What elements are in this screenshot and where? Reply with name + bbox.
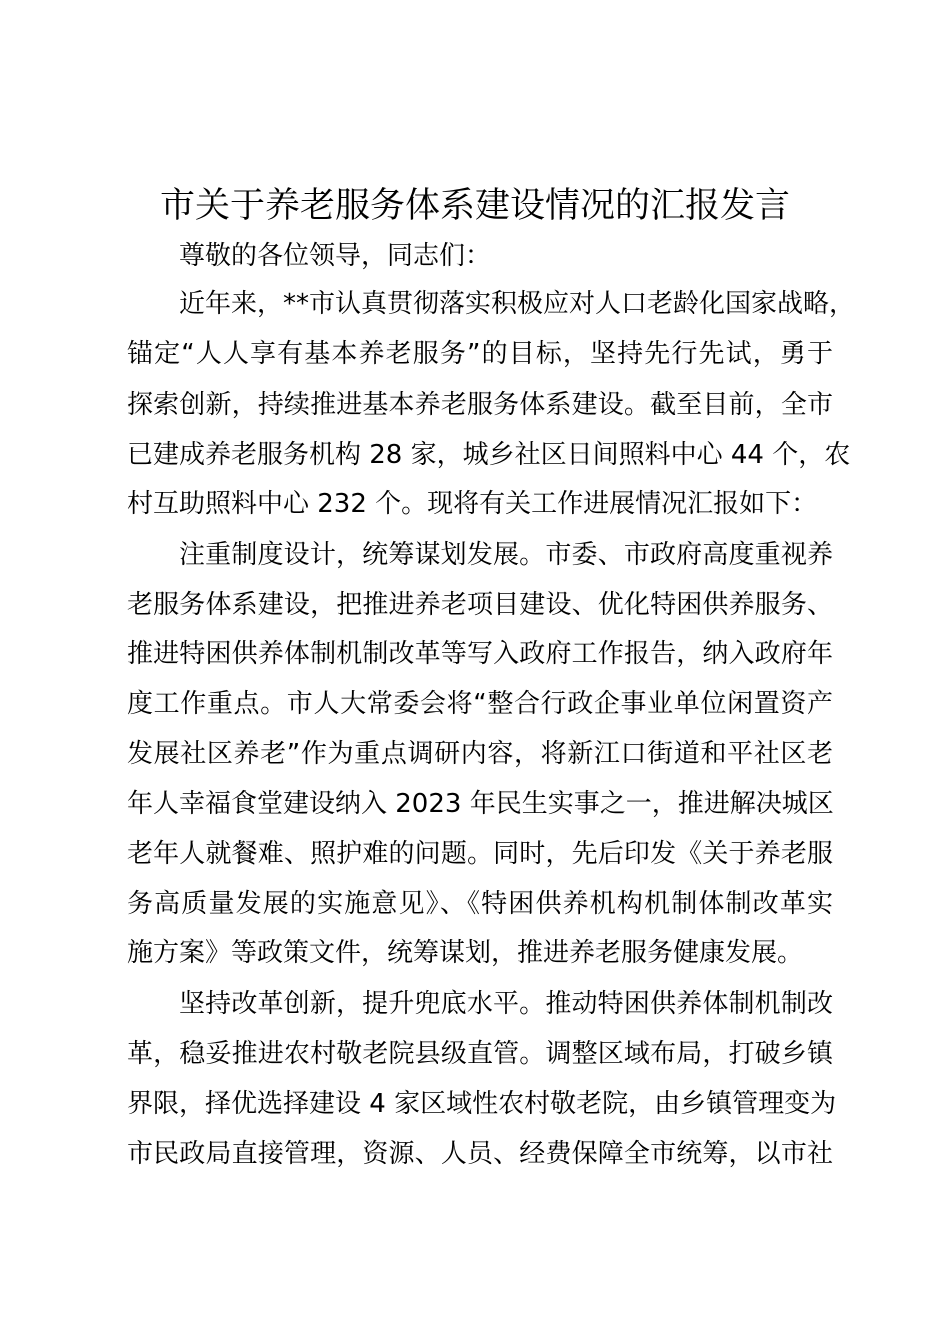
document-title: 市关于养老服务体系建设情况的汇报发言 xyxy=(159,186,790,226)
body-line: 注重制度设计，统筹谋划发展。市委、市政府高度重视养 xyxy=(179,540,833,570)
body-line: 已建成养老服务机构 28 家，城乡社区日间照料中心 44 个，农 xyxy=(127,440,851,470)
body-line: 坚持改革创新，提升兜底水平。推动特困供养体制机制改 xyxy=(179,989,833,1019)
body-line: 市民政局直接管理，资源、人员、经费保障全市统筹，以市社 xyxy=(127,1139,833,1169)
body-line: 推进特困供养体制机制改革等写入政府工作报告，纳入政府年 xyxy=(127,639,833,669)
body-line: 发展社区养老”作为重点调研内容，将新江口街道和平社区老 xyxy=(127,739,833,769)
body-line: 近年来，**市认真贯彻落实积极应对人口老龄化国家战略， xyxy=(179,289,856,319)
body-line: 年人幸福食堂建设纳入 2023 年民生实事之一，推进解决城区 xyxy=(127,789,834,819)
body-line: 度工作重点。市人大常委会将“整合行政企事业单位闲置资产 xyxy=(127,689,833,719)
body-line: 施方案》等政策文件，统筹谋划，推进养老服务健康发展。 xyxy=(127,938,804,968)
body-line: 老服务体系建设，把推进养老项目建设、优化特困供养服务、 xyxy=(127,590,833,620)
body-line: 锚定“人人享有基本养老服务”的目标，坚持先行先试，勇于 xyxy=(127,339,833,369)
body-line: 界限，择优选择建设 4 家区域性农村敬老院，由乡镇管理变为 xyxy=(127,1089,837,1119)
body-line: 务高质量发展的实施意见》、《特困供养机构机制体制改革实 xyxy=(127,889,833,919)
salutation-line: 尊敬的各位领导，同志们： xyxy=(179,241,492,271)
body-line: 老年人就餐难、照护难的问题。同时，先后印发《关于养老服 xyxy=(127,839,833,869)
body-line: 探索创新，持续推进基本养老服务体系建设。截至目前，全市 xyxy=(127,390,833,420)
body-line: 村互助照料中心 232 个。现将有关工作进展情况汇报如下： xyxy=(127,489,818,519)
body-line: 革，稳妥推进农村敬老院县级直管。调整区域布局，打破乡镇 xyxy=(127,1039,833,1069)
